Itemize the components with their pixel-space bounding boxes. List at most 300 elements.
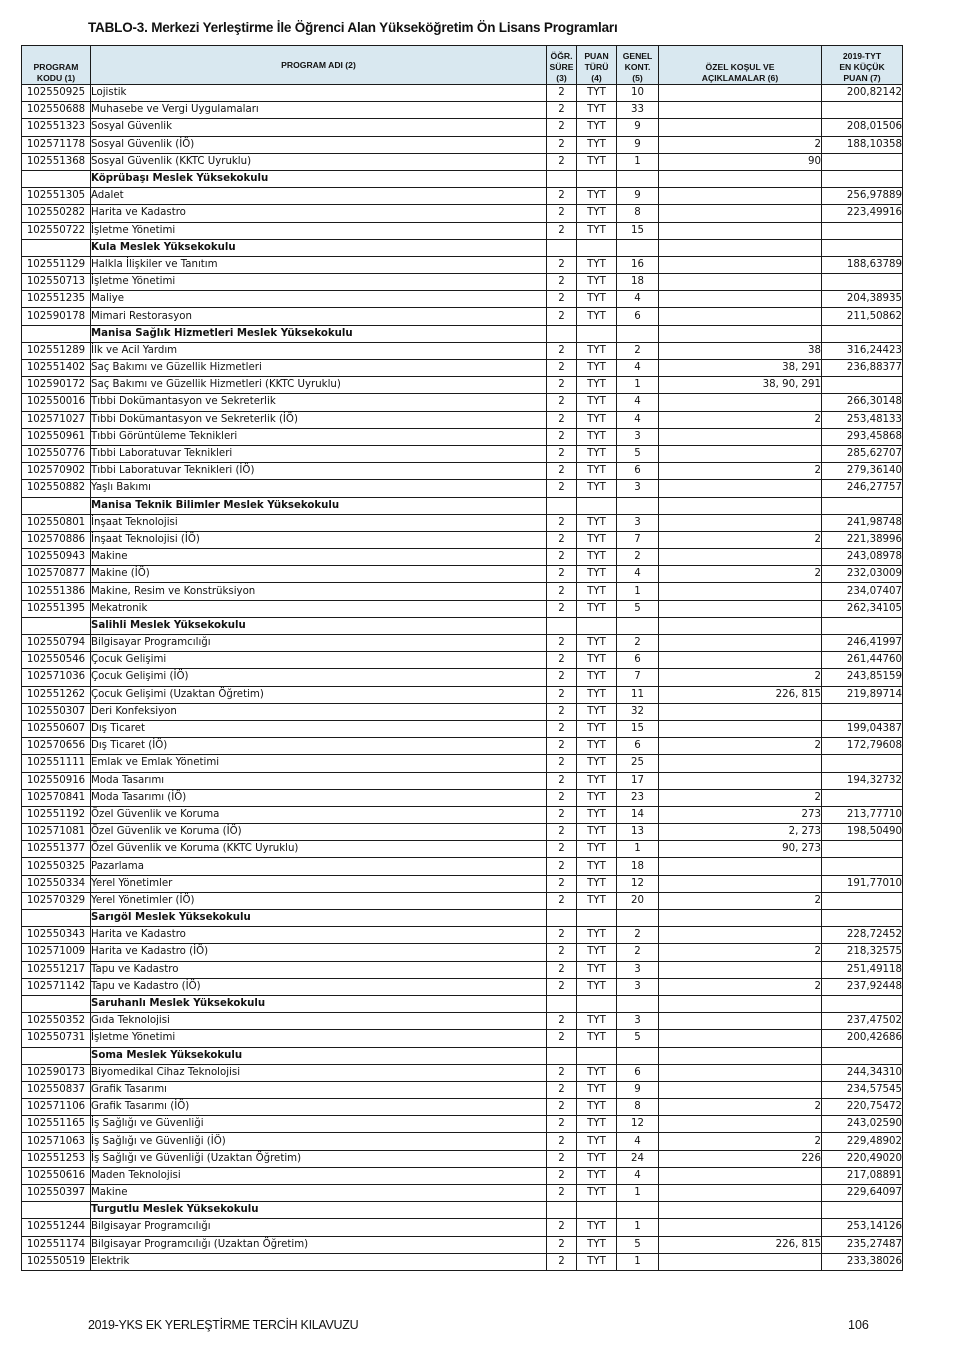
special-conditions-cell <box>659 428 822 445</box>
program-name-cell: Makine <box>91 549 547 566</box>
score-type-cell: TYT <box>577 1150 617 1167</box>
table-row <box>22 1253 903 1270</box>
quota-cell: 8 <box>617 1099 659 1116</box>
score-type-cell: TYT <box>577 703 617 720</box>
program-name-cell: Bilgisayar Programcılığı (Uzaktan Öğretim) <box>91 1236 547 1253</box>
min-score-cell <box>822 497 903 514</box>
program-name-cell: Sosyal Güvenlik (İÖ) <box>91 136 547 153</box>
special-conditions-cell: 2 <box>659 1099 822 1116</box>
school-name-cell: Saruhanlı Meslek Yüksekokulu <box>91 995 547 1012</box>
quota-cell: 15 <box>617 720 659 737</box>
quota-cell <box>617 170 659 187</box>
special-conditions-cell <box>659 1047 822 1064</box>
score-type-cell: TYT <box>577 291 617 308</box>
score-type-cell: TYT <box>577 549 617 566</box>
table-row <box>22 463 903 480</box>
score-type-cell: TYT <box>577 1030 617 1047</box>
table-row <box>22 85 903 102</box>
special-conditions-cell <box>659 1253 822 1270</box>
program-name-cell: Tıbbi Görüntüleme Teknikleri <box>91 428 547 445</box>
program-code-cell: 102550397 <box>22 1185 91 1202</box>
program-name-cell: Sosyal Güvenlik (KKTC Uyruklu) <box>91 153 547 170</box>
min-score-cell: 208,01506 <box>822 119 903 136</box>
quota-cell <box>617 325 659 342</box>
duration-cell: 2 <box>547 703 577 720</box>
table-row <box>22 841 903 858</box>
duration-cell <box>547 617 577 634</box>
program-name-cell: Mekatronik <box>91 600 547 617</box>
school-name-cell: Sarıgöl Meslek Yüksekokulu <box>91 910 547 927</box>
score-type-cell: TYT <box>577 205 617 222</box>
quota-cell: 9 <box>617 136 659 153</box>
program-code-cell: 102571142 <box>22 978 91 995</box>
program-code-cell: 102551129 <box>22 256 91 273</box>
program-code-cell: 102550343 <box>22 927 91 944</box>
program-name-cell: Maden Teknolojisi <box>91 1167 547 1184</box>
score-type-cell: TYT <box>577 961 617 978</box>
special-conditions-cell <box>659 325 822 342</box>
table-row <box>22 445 903 462</box>
table-row <box>22 205 903 222</box>
program-name-cell: Tapu ve Kadastro <box>91 961 547 978</box>
program-code-cell: 102571036 <box>22 669 91 686</box>
quota-cell: 2 <box>617 635 659 652</box>
program-code-cell: 102550731 <box>22 1030 91 1047</box>
header-min-score <box>822 46 903 85</box>
duration-cell: 2 <box>547 342 577 359</box>
special-conditions-cell <box>659 394 822 411</box>
section-header-row <box>22 1202 903 1219</box>
min-score-cell: 191,77010 <box>822 875 903 892</box>
min-score-cell <box>822 222 903 239</box>
section-header-row <box>22 910 903 927</box>
score-type-cell: TYT <box>577 308 617 325</box>
min-score-cell <box>822 170 903 187</box>
section-header-row <box>22 170 903 187</box>
special-conditions-cell <box>659 755 822 772</box>
program-name-cell: Adalet <box>91 188 547 205</box>
program-code-cell: 102550722 <box>22 222 91 239</box>
program-name-cell: Tapu ve Kadastro (İÖ) <box>91 978 547 995</box>
min-score-cell: 234,07407 <box>822 583 903 600</box>
quota-cell: 1 <box>617 1185 659 1202</box>
quota-cell: 23 <box>617 789 659 806</box>
score-type-cell: TYT <box>577 274 617 291</box>
duration-cell: 2 <box>547 1185 577 1202</box>
min-score-cell: 243,85159 <box>822 669 903 686</box>
program-code-cell: 102571081 <box>22 824 91 841</box>
program-name-cell: İşletme Yönetimi <box>91 222 547 239</box>
duration-cell: 2 <box>547 927 577 944</box>
program-code-cell: 102550016 <box>22 394 91 411</box>
min-score-cell <box>822 858 903 875</box>
min-score-cell: 253,14126 <box>822 1219 903 1236</box>
quota-cell: 7 <box>617 531 659 548</box>
score-type-cell: TYT <box>577 102 617 119</box>
special-conditions-cell <box>659 600 822 617</box>
header-text-line: ÖZEL KOŞUL VE <box>705 62 775 72</box>
table-row <box>22 566 903 583</box>
special-conditions-cell <box>659 85 822 102</box>
section-header-row <box>22 1047 903 1064</box>
program-code-cell: 102570329 <box>22 892 91 909</box>
program-code-cell: 102571106 <box>22 1099 91 1116</box>
program-code-cell: 102551165 <box>22 1116 91 1133</box>
duration-cell: 2 <box>547 205 577 222</box>
program-name-cell: Çocuk Gelişimi (Uzaktan Öğretim) <box>91 686 547 703</box>
table-row <box>22 1116 903 1133</box>
quota-cell: 4 <box>617 360 659 377</box>
duration-cell: 2 <box>547 1099 577 1116</box>
score-type-cell: TYT <box>577 686 617 703</box>
score-type-cell: TYT <box>577 583 617 600</box>
duration-cell: 2 <box>547 222 577 239</box>
section-header-row <box>22 995 903 1012</box>
table-row <box>22 256 903 273</box>
min-score-cell: 188,10358 <box>822 136 903 153</box>
program-code-cell: 102571063 <box>22 1133 91 1150</box>
score-type-cell: TYT <box>577 342 617 359</box>
header-text-line: EN KÜÇÜK <box>839 62 885 72</box>
duration-cell <box>547 170 577 187</box>
program-code-cell: 102550325 <box>22 858 91 875</box>
program-name-cell: Mimari Restorasyon <box>91 308 547 325</box>
table-row <box>22 1013 903 1030</box>
table-row <box>22 789 903 806</box>
special-conditions-cell <box>659 961 822 978</box>
min-score-cell: 172,79608 <box>822 738 903 755</box>
score-type-cell: TYT <box>577 772 617 789</box>
table-row <box>22 944 903 961</box>
duration-cell: 2 <box>547 549 577 566</box>
duration-cell: 2 <box>547 85 577 102</box>
min-score-cell: 198,50490 <box>822 824 903 841</box>
quota-cell: 18 <box>617 274 659 291</box>
program-code-cell: 102590178 <box>22 308 91 325</box>
section-header-row <box>22 325 903 342</box>
score-type-cell: TYT <box>577 360 617 377</box>
table-row <box>22 514 903 531</box>
quota-cell: 33 <box>617 102 659 119</box>
min-score-cell: 253,48133 <box>822 411 903 428</box>
table-row <box>22 531 903 548</box>
program-code-cell: 102550882 <box>22 480 91 497</box>
quota-cell: 4 <box>617 411 659 428</box>
min-score-cell: 243,08978 <box>822 549 903 566</box>
score-type-cell <box>577 497 617 514</box>
program-name-cell: Saç Bakımı ve Güzellik Hizmetleri <box>91 360 547 377</box>
quota-cell: 5 <box>617 1236 659 1253</box>
duration-cell: 2 <box>547 308 577 325</box>
duration-cell: 2 <box>547 291 577 308</box>
page-number: 106 <box>848 1318 869 1332</box>
special-conditions-cell: 2, 273 <box>659 824 822 841</box>
quota-cell: 3 <box>617 961 659 978</box>
quota-cell: 4 <box>617 291 659 308</box>
quota-cell <box>617 995 659 1012</box>
table-row <box>22 875 903 892</box>
table-row <box>22 1133 903 1150</box>
program-code-cell: 102551305 <box>22 188 91 205</box>
duration-cell: 2 <box>547 686 577 703</box>
quota-cell: 1 <box>617 1253 659 1270</box>
special-conditions-cell <box>659 910 822 927</box>
min-score-cell <box>822 910 903 927</box>
program-name-cell: Tıbbi Laboratuvar Teknikleri (İÖ) <box>91 463 547 480</box>
special-conditions-cell <box>659 1219 822 1236</box>
special-conditions-cell: 2 <box>659 978 822 995</box>
duration-cell: 2 <box>547 377 577 394</box>
duration-cell: 2 <box>547 360 577 377</box>
duration-cell: 2 <box>547 892 577 909</box>
program-code-cell <box>22 617 91 634</box>
program-code-cell: 102551244 <box>22 1219 91 1236</box>
quota-cell: 4 <box>617 1133 659 1150</box>
quota-cell: 24 <box>617 1150 659 1167</box>
table-row <box>22 892 903 909</box>
duration-cell: 2 <box>547 583 577 600</box>
min-score-cell <box>822 153 903 170</box>
quota-cell: 4 <box>617 394 659 411</box>
program-name-cell: Makine (İÖ) <box>91 566 547 583</box>
header-text-line: (5) <box>632 73 643 83</box>
duration-cell: 2 <box>547 119 577 136</box>
program-name-cell: Bilgisayar Programcılığı <box>91 635 547 652</box>
table-row <box>22 549 903 566</box>
quota-cell: 6 <box>617 308 659 325</box>
program-name-cell: İlk ve Acil Yardım <box>91 342 547 359</box>
min-score-cell: 279,36140 <box>822 463 903 480</box>
special-conditions-cell <box>659 1116 822 1133</box>
table-header-row <box>22 46 903 85</box>
special-conditions-cell <box>659 222 822 239</box>
program-code-cell: 102570841 <box>22 789 91 806</box>
score-type-cell: TYT <box>577 566 617 583</box>
special-conditions-cell <box>659 1013 822 1030</box>
quota-cell: 3 <box>617 514 659 531</box>
score-type-cell: TYT <box>577 1185 617 1202</box>
program-name-cell: İş Sağlığı ve Güvenliği <box>91 1116 547 1133</box>
duration-cell: 2 <box>547 463 577 480</box>
duration-cell <box>547 497 577 514</box>
duration-cell: 2 <box>547 102 577 119</box>
duration-cell: 2 <box>547 1064 577 1081</box>
table-row <box>22 772 903 789</box>
special-conditions-cell <box>659 1167 822 1184</box>
school-name-cell: Kula Meslek Yüksekokulu <box>91 239 547 256</box>
special-conditions-cell: 226 <box>659 1150 822 1167</box>
min-score-cell <box>822 1047 903 1064</box>
table-row <box>22 1236 903 1253</box>
min-score-cell <box>822 789 903 806</box>
program-code-cell <box>22 325 91 342</box>
program-code-cell <box>22 910 91 927</box>
program-code-cell <box>22 995 91 1012</box>
quota-cell: 9 <box>617 188 659 205</box>
score-type-cell: TYT <box>577 377 617 394</box>
quota-cell: 20 <box>617 892 659 909</box>
special-conditions-cell: 226, 815 <box>659 1236 822 1253</box>
min-score-cell: 188,63789 <box>822 256 903 273</box>
min-score-cell <box>822 325 903 342</box>
table-row <box>22 703 903 720</box>
special-conditions-cell <box>659 583 822 600</box>
quota-cell: 2 <box>617 927 659 944</box>
table-row <box>22 961 903 978</box>
score-type-cell: TYT <box>577 1219 617 1236</box>
min-score-cell <box>822 703 903 720</box>
min-score-cell: 241,98748 <box>822 514 903 531</box>
table-row <box>22 600 903 617</box>
program-code-cell: 102550519 <box>22 1253 91 1270</box>
min-score-cell: 211,50862 <box>822 308 903 325</box>
program-name-cell: Tıbbi Dokümantasyon ve Sekreterlik <box>91 394 547 411</box>
special-conditions-cell: 226, 815 <box>659 686 822 703</box>
quota-cell <box>617 617 659 634</box>
special-conditions-cell: 38, 291 <box>659 360 822 377</box>
quota-cell: 12 <box>617 875 659 892</box>
program-name-cell: Harita ve Kadastro <box>91 927 547 944</box>
duration-cell: 2 <box>547 858 577 875</box>
special-conditions-cell: 2 <box>659 944 822 961</box>
duration-cell: 2 <box>547 256 577 273</box>
special-conditions-cell: 2 <box>659 669 822 686</box>
program-code-cell: 102551262 <box>22 686 91 703</box>
min-score-cell <box>822 239 903 256</box>
table-row <box>22 1030 903 1047</box>
score-type-cell: TYT <box>577 806 617 823</box>
special-conditions-cell <box>659 291 822 308</box>
table-row <box>22 1064 903 1081</box>
score-type-cell: TYT <box>577 738 617 755</box>
duration-cell: 2 <box>547 428 577 445</box>
table-row <box>22 755 903 772</box>
special-conditions-cell <box>659 1030 822 1047</box>
program-code-cell: 102550925 <box>22 85 91 102</box>
score-type-cell: TYT <box>577 428 617 445</box>
duration-cell <box>547 1047 577 1064</box>
quota-cell: 12 <box>617 1116 659 1133</box>
min-score-cell: 204,38935 <box>822 291 903 308</box>
min-score-cell: 228,72452 <box>822 927 903 944</box>
program-code-cell: 102551253 <box>22 1150 91 1167</box>
table-row <box>22 377 903 394</box>
quota-cell: 14 <box>617 806 659 823</box>
program-name-cell: İşletme Yönetimi <box>91 1030 547 1047</box>
special-conditions-cell <box>659 274 822 291</box>
special-conditions-cell <box>659 995 822 1012</box>
table-row <box>22 274 903 291</box>
quota-cell: 1 <box>617 583 659 600</box>
school-name-cell: Soma Meslek Yüksekokulu <box>91 1047 547 1064</box>
duration-cell <box>547 325 577 342</box>
special-conditions-cell: 2 <box>659 411 822 428</box>
table-body <box>22 85 903 1271</box>
quota-cell: 15 <box>617 222 659 239</box>
program-code-cell: 102570656 <box>22 738 91 755</box>
special-conditions-cell <box>659 720 822 737</box>
duration-cell: 2 <box>547 480 577 497</box>
duration-cell: 2 <box>547 789 577 806</box>
special-conditions-cell <box>659 772 822 789</box>
duration-cell: 2 <box>547 600 577 617</box>
score-type-cell: TYT <box>577 1253 617 1270</box>
quota-cell <box>617 910 659 927</box>
special-conditions-cell <box>659 858 822 875</box>
header-special-conditions <box>659 46 822 85</box>
score-type-cell <box>577 1047 617 1064</box>
duration-cell: 2 <box>547 806 577 823</box>
special-conditions-cell: 2 <box>659 531 822 548</box>
table-row <box>22 738 903 755</box>
program-code-cell: 102550546 <box>22 652 91 669</box>
special-conditions-cell <box>659 652 822 669</box>
score-type-cell: TYT <box>577 720 617 737</box>
score-type-cell: TYT <box>577 119 617 136</box>
program-code-cell: 102551217 <box>22 961 91 978</box>
footer-guide-title: 2019-YKS EK YERLEŞTİRME TERCİH KILAVUZU <box>88 1318 359 1332</box>
special-conditions-cell: 2 <box>659 1133 822 1150</box>
program-name-cell: İşletme Yönetimi <box>91 274 547 291</box>
min-score-cell: 200,42686 <box>822 1030 903 1047</box>
program-code-cell: 102550713 <box>22 274 91 291</box>
quota-cell: 32 <box>617 703 659 720</box>
score-type-cell: TYT <box>577 1081 617 1098</box>
min-score-cell <box>822 995 903 1012</box>
program-name-cell: Dış Ticaret <box>91 720 547 737</box>
special-conditions-cell <box>659 188 822 205</box>
duration-cell: 2 <box>547 274 577 291</box>
program-name-cell: Sosyal Güvenlik <box>91 119 547 136</box>
special-conditions-cell <box>659 514 822 531</box>
score-type-cell: TYT <box>577 978 617 995</box>
special-conditions-cell <box>659 480 822 497</box>
score-type-cell: TYT <box>577 600 617 617</box>
quota-cell: 1 <box>617 153 659 170</box>
duration-cell: 2 <box>547 772 577 789</box>
program-name-cell: Tıbbi Dokümantasyon ve Sekreterlik (İÖ) <box>91 411 547 428</box>
duration-cell: 2 <box>547 136 577 153</box>
duration-cell: 2 <box>547 1219 577 1236</box>
quota-cell: 4 <box>617 1167 659 1184</box>
table-row <box>22 291 903 308</box>
header-text-line: PROGRAM <box>33 62 79 72</box>
duration-cell: 2 <box>547 875 577 892</box>
score-type-cell: TYT <box>577 892 617 909</box>
special-conditions-cell: 2 <box>659 136 822 153</box>
header-score-type <box>577 46 617 85</box>
min-score-cell: 218,32575 <box>822 944 903 961</box>
program-code-cell: 102550794 <box>22 635 91 652</box>
quota-cell: 7 <box>617 669 659 686</box>
score-type-cell: TYT <box>577 531 617 548</box>
duration-cell: 2 <box>547 669 577 686</box>
special-conditions-cell <box>659 119 822 136</box>
quota-cell: 6 <box>617 738 659 755</box>
program-name-cell: Harita ve Kadastro (İÖ) <box>91 944 547 961</box>
program-code-cell: 102570886 <box>22 531 91 548</box>
quota-cell <box>617 1202 659 1219</box>
table-row <box>22 635 903 652</box>
min-score-cell: 261,44760 <box>822 652 903 669</box>
duration-cell <box>547 239 577 256</box>
program-name-cell: Özel Güvenlik ve Koruma (KKTC Uyruklu) <box>91 841 547 858</box>
table-row <box>22 720 903 737</box>
program-name-cell: Moda Tasarımı <box>91 772 547 789</box>
score-type-cell <box>577 995 617 1012</box>
program-name-cell: Lojistik <box>91 85 547 102</box>
program-code-cell: 102551402 <box>22 360 91 377</box>
